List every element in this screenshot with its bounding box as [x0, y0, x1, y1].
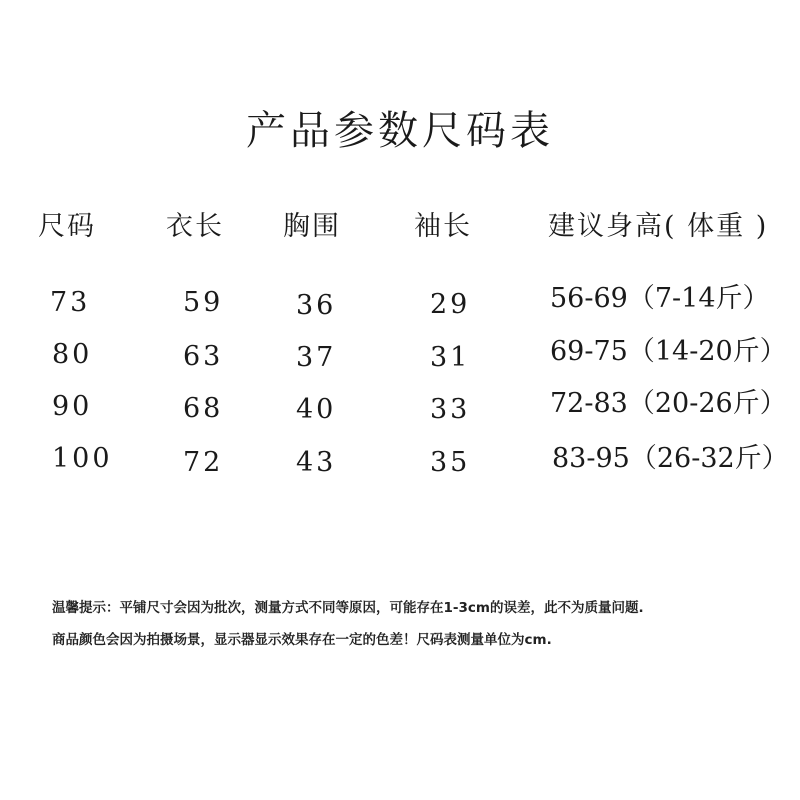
column-header-sleeve: 袖长 [414, 211, 472, 242]
column-header-chest: 胸围 [283, 211, 341, 242]
table-cell-sleeve: 29 [430, 289, 471, 320]
table-cell-chest: 37 [296, 342, 337, 373]
table-cell-size: 100 [52, 443, 113, 474]
table-cell-chest: 40 [296, 394, 337, 425]
column-header-suggested-height-weight: 建议身高( 体重 ) [548, 211, 769, 242]
table-cell-size: 73 [50, 287, 91, 318]
table-cell-length: 63 [183, 341, 224, 372]
table-cell-size: 90 [52, 391, 93, 422]
table-cell-size: 80 [52, 339, 93, 370]
measurement-note-line-2: 商品颜色会因为拍摄场景，显示器显示效果存在一定的色差！尺码表测量单位为cm. [52, 632, 552, 648]
table-cell-sleeve: 31 [430, 342, 471, 373]
table-cell-chest: 36 [296, 290, 337, 321]
table-cell-suggested-height-weight: 56-69（7-14斤） [550, 283, 770, 314]
table-cell-sleeve: 35 [430, 447, 471, 478]
measurement-note-line-1: 温馨提示：平铺尺寸会因为批次，测量方式不同等原因，可能存在1-3cm的误差，此不为质量问题. [52, 600, 644, 616]
column-header-size: 尺码 [38, 211, 96, 242]
table-cell-length: 72 [183, 447, 224, 478]
table-cell-chest: 43 [296, 447, 337, 478]
column-header-length: 衣长 [166, 211, 224, 242]
table-cell-suggested-height-weight: 72-83（20-26斤） [550, 388, 787, 419]
table-cell-suggested-height-weight: 83-95（26-32斤） [552, 443, 789, 474]
table-cell-suggested-height-weight: 69-75（14-20斤） [550, 336, 787, 367]
table-cell-length: 59 [183, 287, 224, 318]
table-cell-length: 68 [183, 393, 224, 424]
table-cell-sleeve: 33 [430, 394, 471, 425]
size-chart-title: 产品参数尺码表 [246, 108, 554, 154]
